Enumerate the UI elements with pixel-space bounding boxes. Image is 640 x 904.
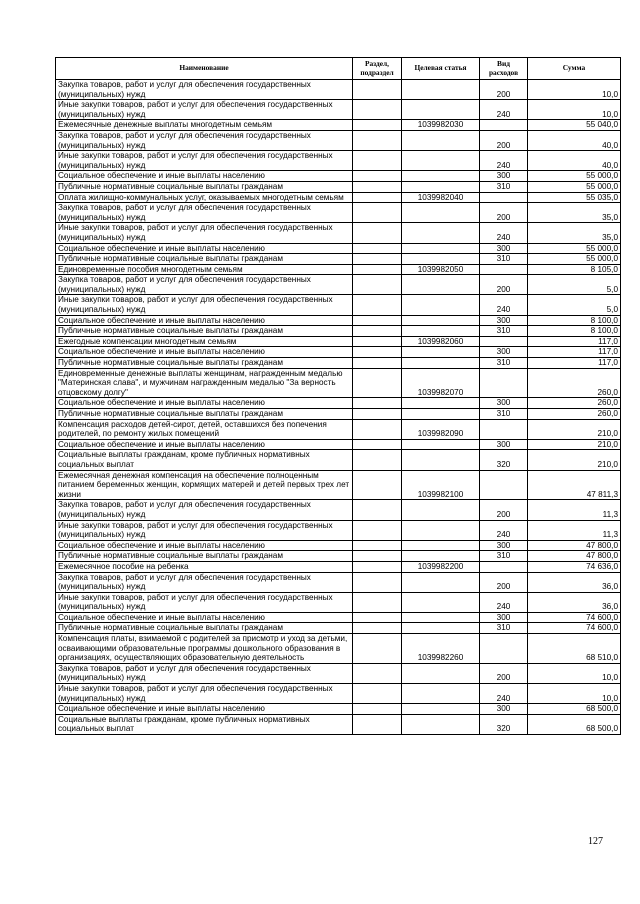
row-type-cell: 310 [480, 358, 528, 369]
row-sum-cell: 40,0 [528, 151, 621, 171]
row-section-cell [353, 704, 402, 715]
row-sum-cell: 36,0 [528, 592, 621, 612]
table-row [56, 264, 621, 275]
row-sum-cell: 55 000,0 [528, 181, 621, 192]
row-section-cell [353, 368, 402, 398]
row-target-cell [402, 295, 480, 315]
row-section-cell [353, 151, 402, 171]
row-type-cell: 200 [480, 203, 528, 223]
row-type-cell [480, 192, 528, 203]
table-row [56, 192, 621, 203]
row-section-cell [353, 264, 402, 275]
row-target-cell [402, 223, 480, 243]
row-target-cell [402, 203, 480, 223]
row-sum-cell: 210,0 [528, 439, 621, 450]
row-type-cell [480, 634, 528, 664]
row-sum-cell: 55 040,0 [528, 120, 621, 131]
row-sum-cell: 260,0 [528, 368, 621, 398]
row-name-cell: Социальное обеспечение и иные выплаты населению [56, 612, 353, 623]
row-type-cell: 200 [480, 130, 528, 150]
row-name-cell: Иные закупки товаров, работ и услуг для обеспечения государственных (муниципальных) нужд [56, 223, 353, 243]
row-type-cell: 200 [480, 80, 528, 100]
row-name-cell: Публичные нормативные социальные выплаты гражданам [56, 181, 353, 192]
row-sum-cell: 35,0 [528, 223, 621, 243]
row-type-cell: 200 [480, 572, 528, 592]
table-row [56, 347, 621, 358]
row-type-cell: 300 [480, 347, 528, 358]
table-row [56, 714, 621, 734]
row-name-cell: Социальное обеспечение и иные выплаты населению [56, 315, 353, 326]
row-target-cell [402, 398, 480, 409]
row-target-cell [402, 275, 480, 295]
row-section-cell [353, 592, 402, 612]
row-sum-cell: 35,0 [528, 203, 621, 223]
row-type-cell: 300 [480, 439, 528, 450]
row-sum-cell: 74 600,0 [528, 623, 621, 634]
header-sum: Сумма [528, 58, 621, 80]
row-type-cell [480, 561, 528, 572]
row-section-cell [353, 684, 402, 704]
row-type-cell: 320 [480, 450, 528, 470]
row-sum-cell: 68 500,0 [528, 714, 621, 734]
table-row [56, 358, 621, 369]
table-row [56, 223, 621, 243]
row-sum-cell: 11,3 [528, 520, 621, 540]
row-section-cell [353, 120, 402, 131]
row-section-cell [353, 295, 402, 315]
row-type-cell: 240 [480, 684, 528, 704]
table-row [56, 520, 621, 540]
row-target-cell: 1039982070 [402, 368, 480, 398]
row-section-cell [353, 358, 402, 369]
row-target-cell [402, 623, 480, 634]
row-target-cell [402, 243, 480, 254]
row-target-cell [402, 100, 480, 120]
table-row [56, 623, 621, 634]
row-sum-cell: 40,0 [528, 130, 621, 150]
row-sum-cell: 8 105,0 [528, 264, 621, 275]
row-type-cell: 310 [480, 551, 528, 562]
row-target-cell [402, 592, 480, 612]
row-type-cell: 200 [480, 275, 528, 295]
row-type-cell: 240 [480, 100, 528, 120]
row-target-cell [402, 612, 480, 623]
table-row [56, 540, 621, 551]
table-row [56, 336, 621, 347]
table-row [56, 634, 621, 664]
row-section-cell [353, 192, 402, 203]
row-section-cell [353, 398, 402, 409]
row-section-cell [353, 561, 402, 572]
row-name-cell: Ежемесячная денежная компенсация на обеспечение полноценным питанием беременных женщин, кормящих матерей и детей первых трех лет жизни [56, 470, 353, 500]
row-name-cell: Единовременные пособия многодетным семьям [56, 264, 353, 275]
header-section: Раздел, подраздел [353, 58, 402, 80]
table-row [56, 295, 621, 315]
row-target-cell [402, 704, 480, 715]
row-name-cell: Социальное обеспечение и иные выплаты населению [56, 439, 353, 450]
row-section-cell [353, 347, 402, 358]
row-type-cell: 320 [480, 714, 528, 734]
row-type-cell: 310 [480, 409, 528, 420]
table-header-row [56, 58, 621, 80]
row-sum-cell: 55 035,0 [528, 192, 621, 203]
row-sum-cell: 47 811,3 [528, 470, 621, 500]
row-type-cell: 310 [480, 254, 528, 265]
table-row [56, 572, 621, 592]
row-name-cell: Социальные выплаты гражданам, кроме публичных нормативных социальных выплат [56, 714, 353, 734]
row-name-cell: Социальное обеспечение и иные выплаты населению [56, 540, 353, 551]
row-target-cell: 1039982040 [402, 192, 480, 203]
row-target-cell [402, 409, 480, 420]
row-section-cell [353, 254, 402, 265]
row-type-cell [480, 336, 528, 347]
row-type-cell: 300 [480, 315, 528, 326]
row-target-cell [402, 254, 480, 265]
row-target-cell [402, 520, 480, 540]
table-row [56, 275, 621, 295]
row-section-cell [353, 612, 402, 623]
row-sum-cell: 11,3 [528, 500, 621, 520]
row-name-cell: Публичные нормативные социальные выплаты гражданам [56, 358, 353, 369]
table-row [56, 315, 621, 326]
table-row [56, 171, 621, 182]
row-target-cell [402, 500, 480, 520]
row-type-cell: 300 [480, 612, 528, 623]
row-type-cell [480, 264, 528, 275]
row-sum-cell: 10,0 [528, 100, 621, 120]
table-row [56, 326, 621, 337]
row-target-cell: 1039982260 [402, 634, 480, 664]
row-section-cell [353, 500, 402, 520]
row-section-cell [353, 540, 402, 551]
row-target-cell: 1039982090 [402, 419, 480, 439]
row-sum-cell: 10,0 [528, 684, 621, 704]
row-sum-cell: 5,0 [528, 295, 621, 315]
row-name-cell: Закупка товаров, работ и услуг для обеспечения государственных (муниципальных) нужд [56, 663, 353, 683]
row-type-cell: 300 [480, 540, 528, 551]
table-row [56, 243, 621, 254]
row-sum-cell: 47 800,0 [528, 540, 621, 551]
row-target-cell: 1039982200 [402, 561, 480, 572]
row-section-cell [353, 80, 402, 100]
row-name-cell: Компенсация платы, взимаемой с родителей за присмотр и уход за детьми, осваивающими образовательные программы дошкольного образования в организациях, осуществляющих образовательную деятельность [56, 634, 353, 664]
row-type-cell: 240 [480, 295, 528, 315]
row-name-cell: Закупка товаров, работ и услуг для обеспечения государственных (муниципальных) нужд [56, 203, 353, 223]
table-row [56, 704, 621, 715]
row-name-cell: Публичные нормативные социальные выплаты гражданам [56, 409, 353, 420]
row-name-cell: Иные закупки товаров, работ и услуг для обеспечения государственных (муниципальных) нужд [56, 592, 353, 612]
row-name-cell: Социальное обеспечение и иные выплаты населению [56, 347, 353, 358]
row-sum-cell: 117,0 [528, 347, 621, 358]
table-row [56, 592, 621, 612]
budget-table [55, 57, 621, 735]
row-section-cell [353, 419, 402, 439]
row-name-cell: Публичные нормативные социальные выплаты гражданам [56, 326, 353, 337]
row-section-cell [353, 171, 402, 182]
row-target-cell: 1039982030 [402, 120, 480, 131]
row-section-cell [353, 439, 402, 450]
row-target-cell [402, 439, 480, 450]
row-sum-cell: 74 636,0 [528, 561, 621, 572]
row-section-cell [353, 551, 402, 562]
row-name-cell: Закупка товаров, работ и услуг для обеспечения государственных (муниципальных) нужд [56, 130, 353, 150]
row-name-cell: Единовременные денежные выплаты женщинам, награжденным медалью "Материнская слава", и мужчинам награжденным медалью "За верность отцовскому долгу" [56, 368, 353, 398]
row-name-cell: Закупка товаров, работ и услуг для обеспечения государственных (муниципальных) нужд [56, 80, 353, 100]
row-type-cell [480, 419, 528, 439]
row-type-cell: 300 [480, 398, 528, 409]
row-section-cell [353, 520, 402, 540]
row-name-cell: Иные закупки товаров, работ и услуг для обеспечения государственных (муниципальных) нужд [56, 295, 353, 315]
row-name-cell: Иные закупки товаров, работ и услуг для обеспечения государственных (муниципальных) нужд [56, 151, 353, 171]
row-sum-cell: 68 500,0 [528, 704, 621, 715]
row-sum-cell: 10,0 [528, 663, 621, 683]
row-type-cell: 300 [480, 704, 528, 715]
row-name-cell: Закупка товаров, работ и услуг для обеспечения государственных (муниципальных) нужд [56, 572, 353, 592]
row-sum-cell: 5,0 [528, 275, 621, 295]
row-section-cell [353, 203, 402, 223]
row-section-cell [353, 623, 402, 634]
row-name-cell: Публичные нормативные социальные выплаты гражданам [56, 254, 353, 265]
row-target-cell [402, 663, 480, 683]
row-name-cell: Социальное обеспечение и иные выплаты населению [56, 171, 353, 182]
row-section-cell [353, 275, 402, 295]
row-sum-cell: 74 600,0 [528, 612, 621, 623]
row-name-cell: Иные закупки товаров, работ и услуг для обеспечения государственных (муниципальных) нужд [56, 684, 353, 704]
row-type-cell: 310 [480, 623, 528, 634]
row-type-cell: 310 [480, 326, 528, 337]
row-sum-cell: 8 100,0 [528, 315, 621, 326]
row-sum-cell: 68 510,0 [528, 634, 621, 664]
row-target-cell [402, 326, 480, 337]
row-type-cell: 300 [480, 171, 528, 182]
row-sum-cell: 47 800,0 [528, 551, 621, 562]
table-row [56, 130, 621, 150]
row-section-cell [353, 409, 402, 420]
row-name-cell: Ежемесячное пособие на ребенка [56, 561, 353, 572]
table-row [56, 612, 621, 623]
row-sum-cell: 117,0 [528, 336, 621, 347]
table-body [56, 80, 621, 735]
row-sum-cell: 117,0 [528, 358, 621, 369]
table-row [56, 551, 621, 562]
row-name-cell: Ежегодные компенсации многодетным семьям [56, 336, 353, 347]
row-type-cell: 200 [480, 663, 528, 683]
table-row [56, 100, 621, 120]
table-row [56, 470, 621, 500]
table-row [56, 203, 621, 223]
row-type-cell [480, 470, 528, 500]
row-sum-cell: 55 000,0 [528, 171, 621, 182]
row-name-cell: Закупка товаров, работ и услуг для обеспечения государственных (муниципальных) нужд [56, 500, 353, 520]
row-sum-cell: 55 000,0 [528, 243, 621, 254]
row-name-cell: Закупка товаров, работ и услуг для обеспечения государственных (муниципальных) нужд [56, 275, 353, 295]
row-section-cell [353, 100, 402, 120]
table-row [56, 450, 621, 470]
row-type-cell: 240 [480, 151, 528, 171]
row-name-cell: Социальное обеспечение и иные выплаты населению [56, 704, 353, 715]
row-name-cell: Оплата жилищно-коммунальных услуг, оказываемых многодетным семьям [56, 192, 353, 203]
table-row [56, 439, 621, 450]
row-sum-cell: 55 000,0 [528, 254, 621, 265]
row-target-cell [402, 171, 480, 182]
table-row [56, 80, 621, 100]
row-target-cell: 1039982100 [402, 470, 480, 500]
row-name-cell: Публичные нормативные социальные выплаты гражданам [56, 551, 353, 562]
row-target-cell [402, 130, 480, 150]
row-type-cell: 240 [480, 520, 528, 540]
row-target-cell [402, 540, 480, 551]
table-row [56, 561, 621, 572]
row-name-cell: Публичные нормативные социальные выплаты гражданам [56, 623, 353, 634]
row-type-cell: 200 [480, 500, 528, 520]
row-section-cell [353, 450, 402, 470]
row-name-cell: Компенсация расходов детей-сирот, детей, оставшихся без попечения родителей, по ремонту жилых помещений [56, 419, 353, 439]
table-row [56, 120, 621, 131]
row-sum-cell: 10,0 [528, 80, 621, 100]
row-target-cell [402, 151, 480, 171]
table-row [56, 409, 621, 420]
row-section-cell [353, 336, 402, 347]
table-row [56, 254, 621, 265]
row-sum-cell: 260,0 [528, 409, 621, 420]
row-section-cell [353, 470, 402, 500]
row-type-cell: 240 [480, 223, 528, 243]
row-target-cell [402, 315, 480, 326]
row-name-cell: Социальное обеспечение и иные выплаты населению [56, 243, 353, 254]
row-section-cell [353, 714, 402, 734]
table-row [56, 398, 621, 409]
row-section-cell [353, 181, 402, 192]
row-section-cell [353, 634, 402, 664]
row-target-cell [402, 551, 480, 562]
header-target: Целевая статья [402, 58, 480, 80]
row-sum-cell: 36,0 [528, 572, 621, 592]
row-target-cell [402, 450, 480, 470]
row-section-cell [353, 315, 402, 326]
row-target-cell: 1039982060 [402, 336, 480, 347]
page-number: 127 [588, 836, 603, 847]
row-section-cell [353, 243, 402, 254]
table-row [56, 419, 621, 439]
row-sum-cell: 210,0 [528, 450, 621, 470]
row-target-cell [402, 684, 480, 704]
row-name-cell: Иные закупки товаров, работ и услуг для обеспечения государственных (муниципальных) нужд [56, 100, 353, 120]
row-name-cell: Социальное обеспечение и иные выплаты населению [56, 398, 353, 409]
header-name: Наименование [56, 58, 353, 80]
document-sheet [55, 57, 620, 735]
table-row [56, 181, 621, 192]
row-type-cell [480, 368, 528, 398]
row-section-cell [353, 663, 402, 683]
table-row [56, 684, 621, 704]
table-row [56, 500, 621, 520]
table-row [56, 151, 621, 171]
row-section-cell [353, 130, 402, 150]
row-sum-cell: 8 100,0 [528, 326, 621, 337]
row-section-cell [353, 326, 402, 337]
row-name-cell: Иные закупки товаров, работ и услуг для обеспечения государственных (муниципальных) нужд [56, 520, 353, 540]
row-target-cell [402, 572, 480, 592]
row-name-cell: Социальные выплаты гражданам, кроме публичных нормативных социальных выплат [56, 450, 353, 470]
row-target-cell [402, 80, 480, 100]
row-section-cell [353, 223, 402, 243]
row-target-cell [402, 181, 480, 192]
row-sum-cell: 210,0 [528, 419, 621, 439]
row-section-cell [353, 572, 402, 592]
row-name-cell: Ежемесячные денежные выплаты многодетным семьям [56, 120, 353, 131]
row-target-cell: 1039982050 [402, 264, 480, 275]
row-type-cell: 310 [480, 181, 528, 192]
row-type-cell: 300 [480, 243, 528, 254]
row-type-cell: 240 [480, 592, 528, 612]
row-target-cell [402, 347, 480, 358]
header-type: Вид расходов [480, 58, 528, 80]
table-row [56, 663, 621, 683]
row-target-cell [402, 358, 480, 369]
row-type-cell [480, 120, 528, 131]
table-row [56, 368, 621, 398]
row-sum-cell: 260,0 [528, 398, 621, 409]
row-target-cell [402, 714, 480, 734]
